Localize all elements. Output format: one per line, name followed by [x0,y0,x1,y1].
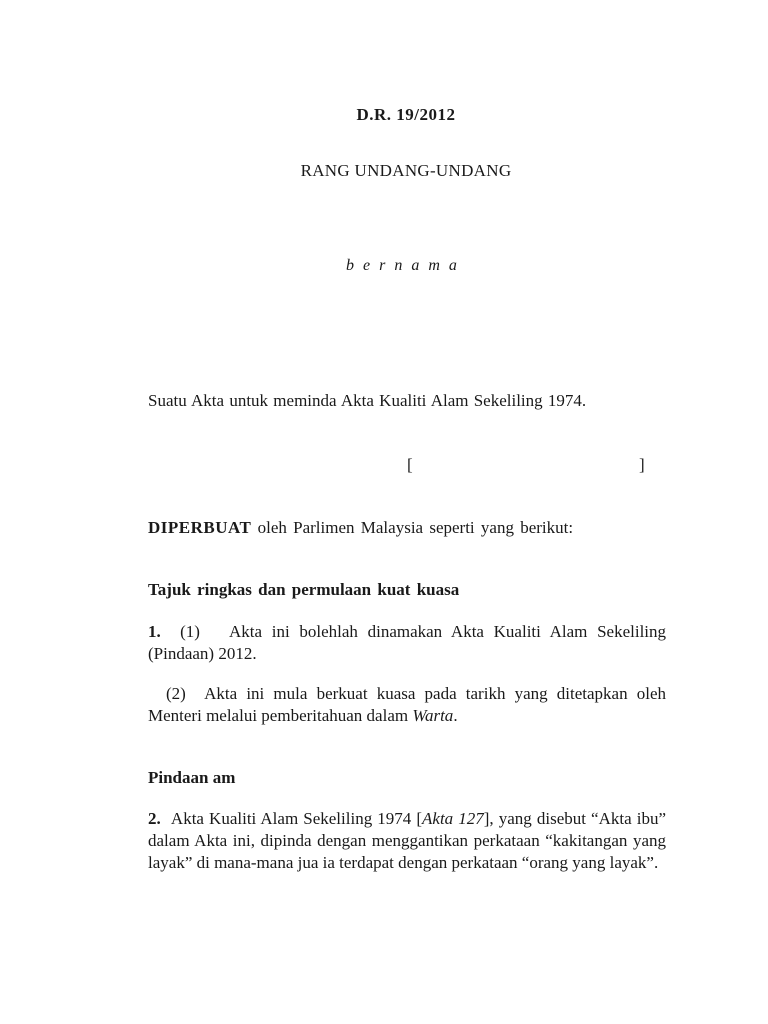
section-1-subsection-2 [148,683,666,727]
date-bracket-open: [ [407,455,413,474]
subsection-1-marker: (1) [180,622,200,641]
subsection-2-marker: (2) [166,684,186,703]
warta-italic: Warta [412,706,454,725]
section-2-heading: Pindaan am [148,768,236,787]
section-2-text [148,808,666,874]
bill-type: RANG UNDANG-UNDANG [300,161,512,180]
enacting-text: oleh Parlimen Malaysia seperti yang berikut: [251,518,574,537]
bill-number: D.R. 19/2012 [356,105,456,124]
section-2-text-end: ], yang disebut “Akta ibu” dalam Akta ini, dipinda dengan menggantikan perkataan “kakitangan yang layak” di mana-mana jua ia terdapat dengan perkataan “orang yang layak”. [148,809,666,872]
akta-127-italic: Akta 127 [422,809,484,828]
enacting-clause [148,517,666,539]
long-title: Suatu Akta untuk meminda Akta Kualiti Alam Sekeliling 1974. [148,391,587,410]
subsection-2-end: . [453,706,458,725]
date-bracket-close: ] [639,455,645,474]
section-1-number: 1. [148,622,161,641]
section-1-heading: Tajuk ringkas dan permulaan kuat kuasa [148,580,460,599]
section-2-text-start: Akta Kualiti Alam Sekeliling 1974 [ [170,809,423,828]
subsection-2-text: Akta ini mula berkuat kuasa pada tarikh yang ditetapkan oleh Menteri melalui pemberitahuan dalam [148,684,667,725]
section-2-number: 2. [148,809,161,828]
subsection-1-text: Akta ini bolehlah dinamakan Akta Kualiti Alam Sekeliling (Pindaan) 2012. [148,622,667,663]
bernama-label: bernama [346,257,466,274]
enacting-bold: DIPERBUAT [148,518,252,537]
section-1-subsection-1 [148,621,666,665]
